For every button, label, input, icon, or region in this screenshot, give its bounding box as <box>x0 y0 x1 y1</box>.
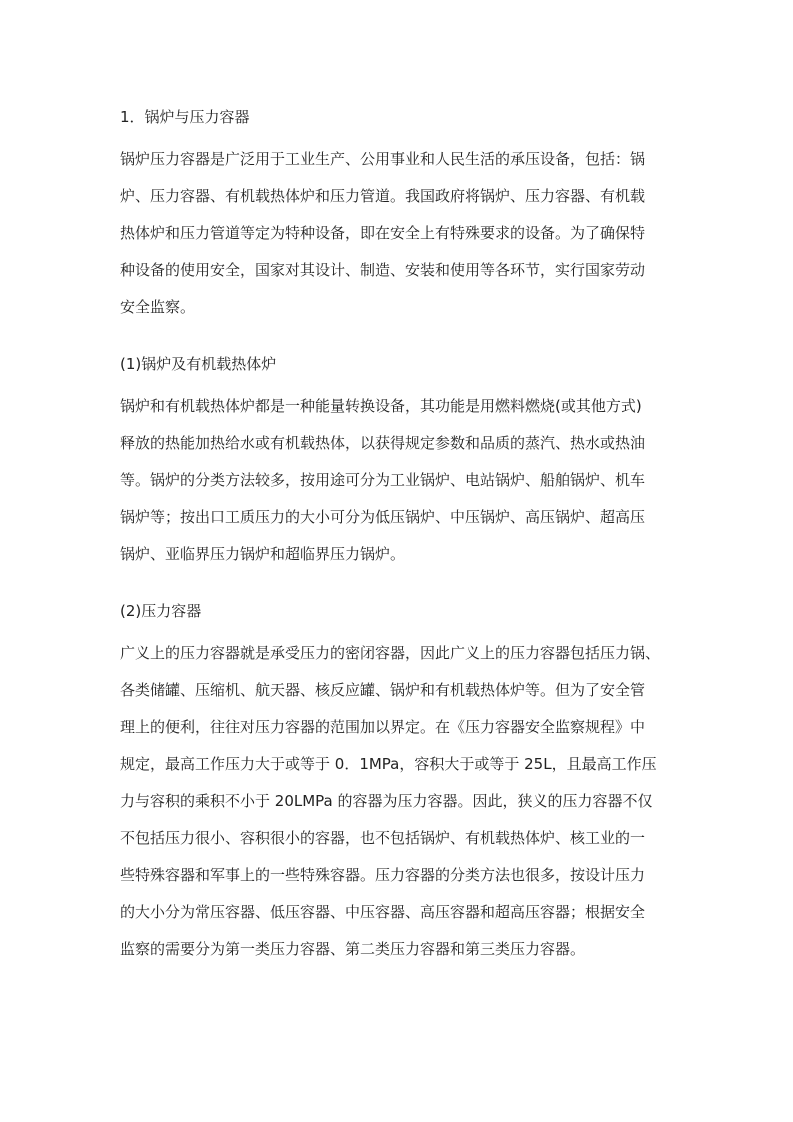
text-line: 的大小分为常压容器、低压容器、中压容器、高压容器和超高压容器；根据安全 <box>120 903 646 921</box>
text-line: 热体炉和压力管道等定为特种设备，即在安全上有特殊要求的设备。为了确保特 <box>120 224 646 242</box>
text-line: 各类储罐、压缩机、航天器、核反应罐、锅炉和有机载热体炉等。但为了安全管 <box>120 681 646 699</box>
text-line: 安全监察。 <box>120 298 196 316</box>
section-heading: 1．锅炉与压力容器 <box>120 108 250 126</box>
text-line: 规定，最高工作压力大于或等于 0．1MPa，容积大于或等于 25L，且最高工作压 <box>120 755 657 773</box>
text-line: 锅炉压力容器是广泛用于工业生产、公用事业和人民生活的承压设备，包括：锅 <box>120 150 646 168</box>
subsection-heading: (2)压力容器 <box>120 602 202 620</box>
text-line: 监察的需要分为第一类压力容器、第二类压力容器和第三类压力容器。 <box>120 940 586 958</box>
text-line: 力与容积的乘积不小于 20LMPa 的容器为压力容器。因此，狭义的压力容器不仅 <box>120 792 653 810</box>
text-line: 炉、压力容器、有机载热体炉和压力管道。我国政府将锅炉、压力容器、有机载 <box>120 187 646 205</box>
text-line: 理上的便利，往往对压力容器的范围加以界定。在《压力容器安全监察规程》中 <box>120 718 646 736</box>
text-line: 些特殊容器和军事上的一些特殊容器。压力容器的分类方法也很多，按设计压力 <box>120 866 646 884</box>
text-line: 广义上的压力容器就是承受压力的密闭容器，因此广义上的压力容器包括压力锅、 <box>120 644 661 662</box>
text-line: 锅炉、亚临界压力锅炉和超临界压力锅炉。 <box>120 545 406 563</box>
subsection-heading: (1)锅炉及有机载热体炉 <box>120 355 277 373</box>
text-line: 锅炉等；按出口工质压力的大小可分为低压锅炉、中压锅炉、高压锅炉、超高压 <box>120 508 646 526</box>
text-line: 等。锅炉的分类方法较多，按用途可分为工业锅炉、电站锅炉、船舶锅炉、机车 <box>120 471 646 489</box>
text-line: 不包括压力很小、容积很小的容器，也不包括锅炉、有机载热体炉、核工业的一 <box>120 829 646 847</box>
text-line: 释放的热能加热给水或有机载热体，以获得规定参数和品质的蒸汽、热水或热油 <box>120 434 646 452</box>
text-line: 锅炉和有机载热体炉都是一种能量转换设备，其功能是用燃料燃烧(或其他方式) <box>120 397 642 415</box>
text-line: 种设备的使用安全，国家对其设计、制造、安装和使用等各环节，实行国家劳动 <box>120 261 646 279</box>
